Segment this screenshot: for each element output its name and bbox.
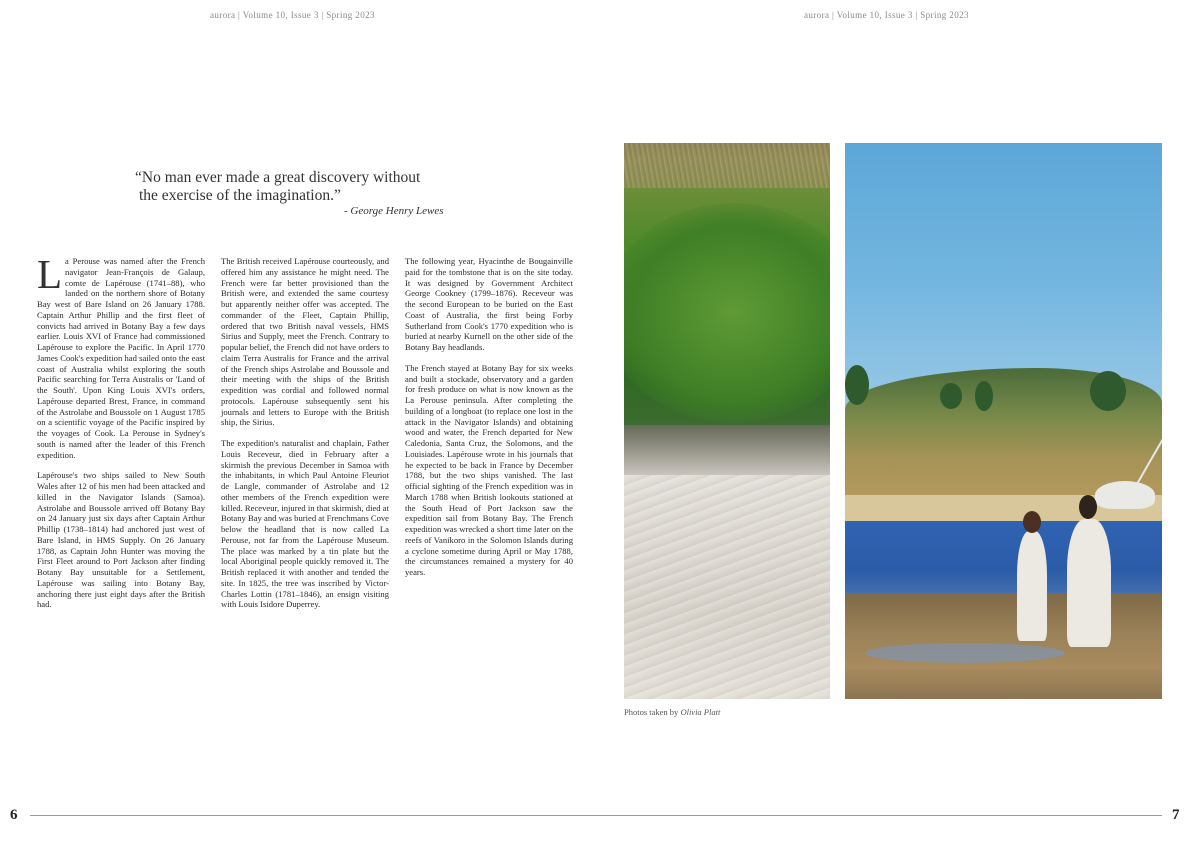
caption-photographer: Olivia Platt — [680, 707, 721, 717]
photo-sand — [624, 475, 830, 699]
photo-tree — [940, 383, 962, 409]
quote-attribution: - George Henry Lewes — [344, 205, 444, 217]
photo-cliff-and-beach — [624, 143, 830, 699]
quote-line-2: the exercise of the imagination.” — [139, 187, 341, 204]
running-head-left: aurora | Volume 10, Issue 3 | Spring 2023 — [210, 10, 375, 20]
photo-water — [845, 521, 1162, 601]
drop-cap: L — [37, 251, 63, 297]
quote-line-1: “No man ever made a great discovery without — [135, 169, 421, 186]
photo-rock-face — [624, 425, 830, 475]
paragraph-text: a Perouse was named after the French navigator Jean-François de Galaup, comte de Lapérouse (1741–88), who landed on the northern shore of Botany Bay west of Bare Island on 26 January 1788. Captain Arthur Phillip and the first fleet of convicts had arrived in Botany Bay a few days earlier. Louis XVI of France had commissioned Lapérouse to explore the Pacific. In April 1770 James Cook's expedition had sailed onto the east coast of Australia whilst exploring the south Pacific searching for Terra Australis or 'Land of the South'. Upon King Louis XVI's orders, Lapérouse departed Brest, France, in command of the Astrolabe and Boussole on 1 August 1785 on a scientific voyage of the Pacific inspired by the voyages of Cook. La Perouse in Sydney's south is named after the leader of this French expedition. — [37, 256, 205, 460]
page-number-right: 7 — [1172, 807, 1180, 823]
paragraph: The French stayed at Botany Bay for six weeks and built a stockade, observatory and a garden for fresh produce on what is now known as the La Perouse peninsula. After completing the building of a longboat (to replace one lost in the attack in the Navigator Islands) and obtaining wood and water, the French departed for New Caledonia, Santa Cruz, the Solomons, and the Louisiades. Lapérouse wrote in his journals that he expected to be back in France by December 1788, but the two ships vanished. The last official sighting of the French expedition was in March 1788 when British lookouts stationed at the South Head of Port Jackson saw the expedition sail from Botany Bay. The French expedition was wrecked a short time later on the reefs of Vanikoro in the Solomon Islands during a cyclone sometime during April or May 1788, the circumstances remained a mystery for 40 years. — [405, 362, 573, 577]
paragraph: The British received Lapérouse courteously, and offered him any assistance he might need. The French were far better provisioned than the British were, and extended the same courtesy but apparently neither offer was accepted. The commander of the Fleet, Captain Phillip, ordered that two British naval vessels, HMS Sirius and Supply, meet the French. Contrary to popular belief, the French did not have orders to claim Terra Australis for France and the arrival of the French ships Astrolabe and Boussole and their meeting with the ships of the British expedition was cordial and followed normal protocols. Lapérouse subsequently sent his journals and letters to Europe with the British ship, the Sirius. — [221, 256, 389, 428]
photo-foliage — [624, 203, 830, 423]
photo-person — [1067, 519, 1111, 647]
photo-tree — [1090, 371, 1126, 411]
paragraph — [37, 251, 205, 460]
photo-boat — [1095, 481, 1155, 509]
page-number-left: 6 — [10, 807, 18, 823]
photo-tree — [845, 365, 869, 405]
pull-quote — [135, 169, 465, 205]
photo-women-on-shore — [845, 143, 1162, 699]
running-head-right: aurora | Volume 10, Issue 3 | Spring 2023 — [804, 10, 969, 20]
paragraph: Lapérouse's two ships sailed to New South Wales after 12 of his men had been attacked and killed in the Navigator Islands (Samoa). Astrolabe and Boussole arrived off Botany Bay on 24 January just six days after Captain Arthur Phillip (1738–1814) had anchored just west of Bare Island, in HMS Supply. On 26 January 1788, as Captain John Hunter was moving the First Fleet around to Port Jackson after finding Botany Bay unsuitable for a Settlement, Lapérouse was sailing into Botany Bay, anchoring there just eight days after the British had. — [37, 470, 205, 610]
article-column-3 — [405, 256, 573, 588]
paragraph: The expedition's naturalist and chaplain, Father Louis Receveur, died in February after a skirmish the previous December in Samoa with the inhabitants, in which Paul Antoine Fleuriot de Langle, commander of Astrolabe and 12 other members of the French expedition were killed. Receveur, injured in that skirmish, died at Botany Bay and was buried at Frenchmans Cove below the headland that is now called La Perouse, not far from the Lapérouse Museum. The place was marked by a tin plate but the local Aboriginal people quickly removed it. The British replaced it with another and tended the site. In 1825, the tree was inscribed by Victor-Charles Lottin (1781–1846), an ensign visiting with Louis Isidore Duperrey. — [221, 438, 389, 610]
photo-person-head — [1023, 511, 1041, 533]
article-column-2 — [221, 256, 389, 620]
photo-caption — [624, 707, 720, 717]
photo-dry-grass — [624, 143, 830, 188]
caption-prefix: Photos taken by — [624, 707, 681, 717]
paragraph: The following year, Hyacinthe de Bougainville paid for the tombstone that is on the site today. It was designed by Government Architect George Cookney (1799–1876). Receveur was the second European to be buried on the East Coast of Australia, the first being Forby Sutherland from Cook's 1770 expedition who is buried at nearby Kurnell on the other side of the Botany Bay headlands. — [405, 256, 573, 352]
photo-puddle — [865, 643, 1065, 663]
photo-person-head — [1079, 495, 1097, 519]
article-column-1 — [37, 251, 205, 620]
photo-tree — [975, 381, 993, 411]
footer-rule — [30, 815, 1162, 816]
photo-person — [1017, 531, 1047, 641]
